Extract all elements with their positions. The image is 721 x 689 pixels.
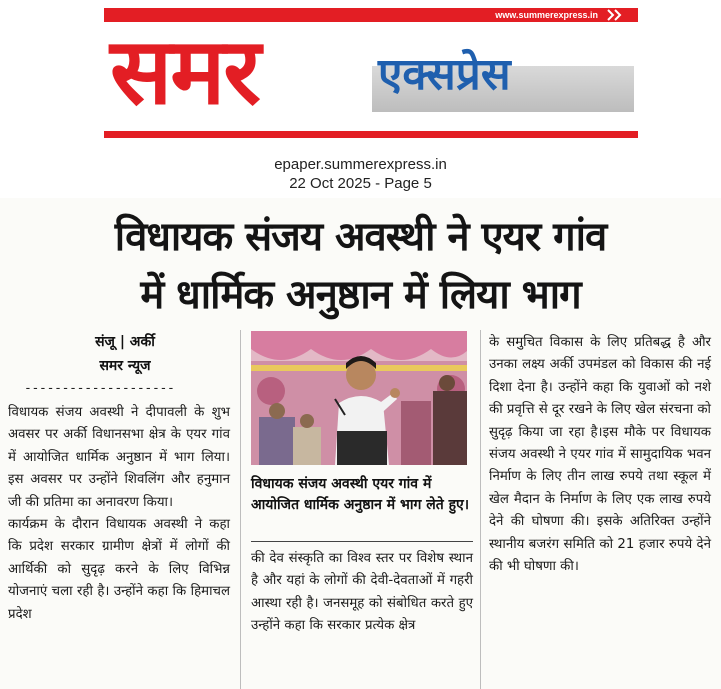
byline-author: संजू | अर्की <box>95 334 155 350</box>
article-column-2 <box>251 548 473 638</box>
article-photo <box>251 331 467 465</box>
photo-caption: विधायक संजय अवस्थी एयर गांव में आयोजित धार्मिक अनुष्ठान में भाग लेते हुए। <box>251 476 470 513</box>
byline-source: समर न्यूज <box>99 358 151 374</box>
article-column-1 <box>8 402 230 626</box>
logo-express-block <box>372 38 634 120</box>
headline-line-2: में धार्मिक अनुष्ठान में लिया भाग <box>140 272 581 318</box>
article-paragraph: कार्यक्रम के दौरान विधायक अवस्थी ने कहा कि प्रदेश सरकार ग्रामीण क्षेत्रों में लोगों की आर्थिकी को सुदृढ़ करने के लिए विभिन्न योजनाएं चला रही है। उन्होंने कहा कि हिमाचल प्रदेश <box>8 517 230 622</box>
logo-express: एक्सप्रेस <box>378 49 511 100</box>
column-divider <box>240 330 241 689</box>
article-paragraph: की देव संस्कृति का विश्व स्तर पर विशेष स्थान है और यहां के लोगों की देवी-देवताओं में गहरी आस्था रही है। जनसमूह को संबोधित करते हुए उन्होंने कहा कि सरकार प्रत्येक क्षेत्र <box>251 551 473 634</box>
edition-date-page: 22 Oct 2025 - Page 5 <box>289 175 432 192</box>
byline-separator: -------------------- <box>24 381 175 396</box>
article-paragraph: विधायक संजय अवस्थी ने दीपावली के शुभ अवसर पर अर्की विधानसभा क्षेत्र के एयर गांव में आयोजित धार्मिक अनुष्ठान में भाग लिया। इस अवसर पर उन्होंने शिवलिंग और हनुमान जी की प्रतिमा का अनावरण किया। <box>8 405 230 510</box>
headline-line-1: विधायक संजय अवस्थी ने एयर गांव <box>114 214 607 260</box>
masthead-url[interactable]: www.summerexpress.in <box>495 10 598 20</box>
edition-site[interactable]: epaper.summerexpress.in <box>274 156 447 173</box>
masthead-bottom-band <box>104 131 638 138</box>
logo-samar: समर <box>110 18 259 125</box>
article-column-3 <box>489 332 711 578</box>
caption-divider <box>251 541 473 542</box>
speaker-photo-illustration <box>251 331 467 465</box>
column-divider <box>480 330 481 689</box>
masthead <box>104 8 638 138</box>
article-paragraph: के समुचित विकास के लिए प्रतिबद्ध है और उनका लक्ष्य अर्की उपमंडल को विकास की नई दिशा देना है। उन्होंने कहा कि युवाओं को नशे की प्रवृत्ति से दूर रखने के लिए खेल संरचना को सुदृढ़ किया जा रहा है।इस मौके पर विधायक संजय अवस्थी ने एयर गांव में सामुदायिक भवन निर्माण के लिए तीन लाख रुपये तथा स्कूल में खेल मैदान के निर्माण के लिए एक लाख रुपये देने की घोषणा की। इसके अतिरिक्त उन्होंने स्थानीय बजरंग समिति को 21 हजार रुपये देने की भी घोषणा की। <box>489 335 711 575</box>
double-chevron-right-icon <box>606 9 624 21</box>
